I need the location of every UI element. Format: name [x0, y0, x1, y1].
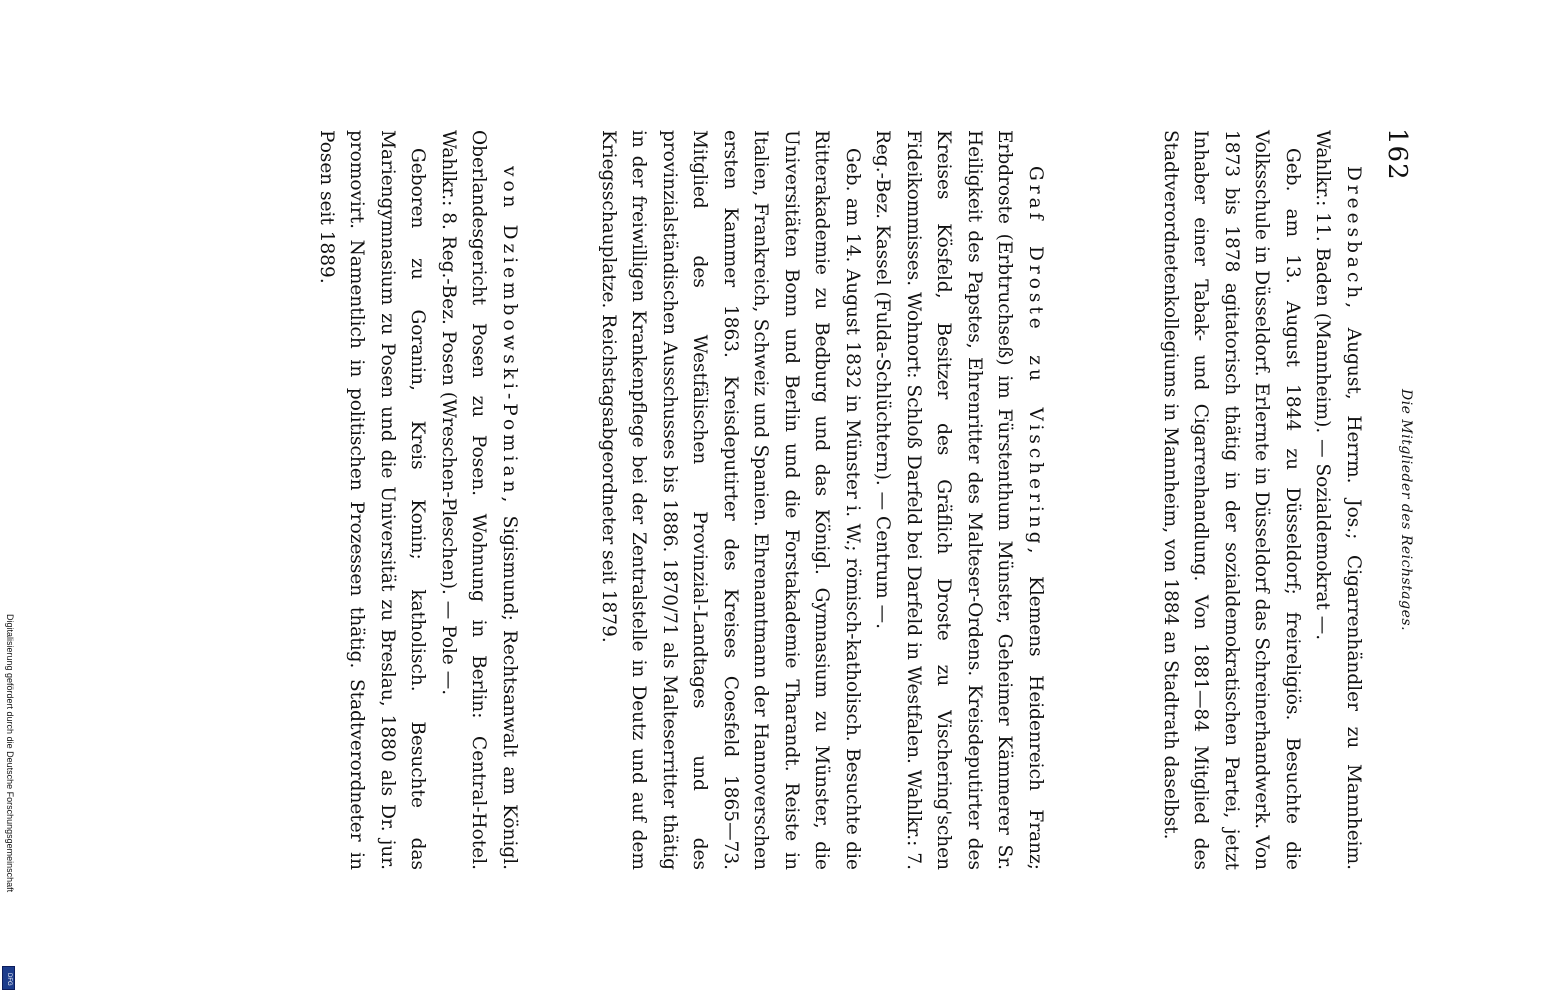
biography-entry — [1155, 130, 1369, 870]
member-name: von Dziembowski-Pomian, — [499, 166, 520, 507]
entry-heading — [1307, 130, 1368, 870]
entry-body: Geboren zu Goranin, Kreis Konin; katholisch. Besuchte das Mariengymnasium zu Posen und die Universität zu Breslau, 1880 als Dr. jur. promovirt. Namentlich in politischen Prozessen thätig. Stadtverordneter in Posen seit 1889. — [316, 130, 429, 870]
biography-entry — [593, 130, 1051, 870]
entry-heading-text: August, Herrm. Jos.; Cigarrenhändler zu Mannheim. Wahlkr.: 11. Baden (Mannheim). — Sozialdemokrat —. — [1312, 130, 1364, 870]
entry-heading — [867, 130, 1050, 870]
page-number: 162 — [1382, 128, 1412, 181]
entry-body: Geb. am 13. August 1844 zu Düsseldorf; freireligiös. Besuchte die Volksschule in Düsseldorf. Erlernte in Düsseldorf das Schreinerhandwerk. Von 1873 bis 1878 agitatorisch thätig in der sozialdemokratischen Partei, jetzt Inhaber einer Tabak- und Cigarrenhandlung. Von 1881—84 Mitglied des Stadtverordnetenkollegiums in Mannheim, von 1884 an Stadtrath daselbst. — [1160, 130, 1303, 870]
member-name: Dreesbach, — [1343, 166, 1364, 313]
dfg-logo-label: DFG — [6, 973, 12, 986]
member-name: Graf Droste zu Vischering, — [1025, 166, 1046, 558]
entry-heading-text: Sigismund; Rechtsanwalt am Königl. Oberlandesgericht Posen zu Posen. Wohnung in Berlin: Central-Hotel. Wahlkr.: 8. Reg.-Bez. Posen (Wreschen-Pleschen). — Pole —. — [438, 130, 520, 870]
entry-heading — [433, 130, 525, 870]
credit-text: Digitalisierung gefördert durch die Deutsche Forschungsgemeinschaft — [5, 614, 15, 893]
entry-heading-text: Klemens Heidenreich Franz; Erbdroste (Erbtruchseß) im Fürstenthum Münster, Geheimer Kämmerer Sr. Heiligkeit des Papstes, Ehrenritter des Malteser-Ordens. Kreisdeputirter des Kreises Kösfeld, Besitzer des Gräflich Droste zu Vischering'schen Fideikommisses. Wohnort: Schloß Darfeld bei Darfeld in Westfalen. Wahlkr.: 7. Reg.-Bez. Kassel (Fulda-Schlüchtern). — Centrum —. — [872, 130, 1046, 871]
entry-body: Geb. am 14. August 1832 in Münster i. W.; römisch-katholisch. Besuchte die Ritterakademie zu Bedburg und das Königl. Gymnasium zu Münster, die Universitäten Bonn und Berlin und die Forstakademie Tharandt. Reiste in Italien, Frankreich, Schweiz und Spanien. Ehrenamtmann der Hannoverschen ersten Kammer 1863. Kreisdeputirter des Kreises Coesfeld 1865—73. Mitglied des Westfälischen Provinzial-Landtages und des provinzialständischen Ausschusses bis 1886. 1870/71 als Malteserritter thätig in der freiwilligen Krankenpflege bei der Zentralstelle in Deutz und auf dem Kriegsschauplatze. Reichstagsabgeordneter seit 1879. — [598, 130, 863, 870]
biography-entry — [311, 130, 525, 870]
running-head: Die Mitglieder des Reichstages. — [1398, 388, 1414, 632]
